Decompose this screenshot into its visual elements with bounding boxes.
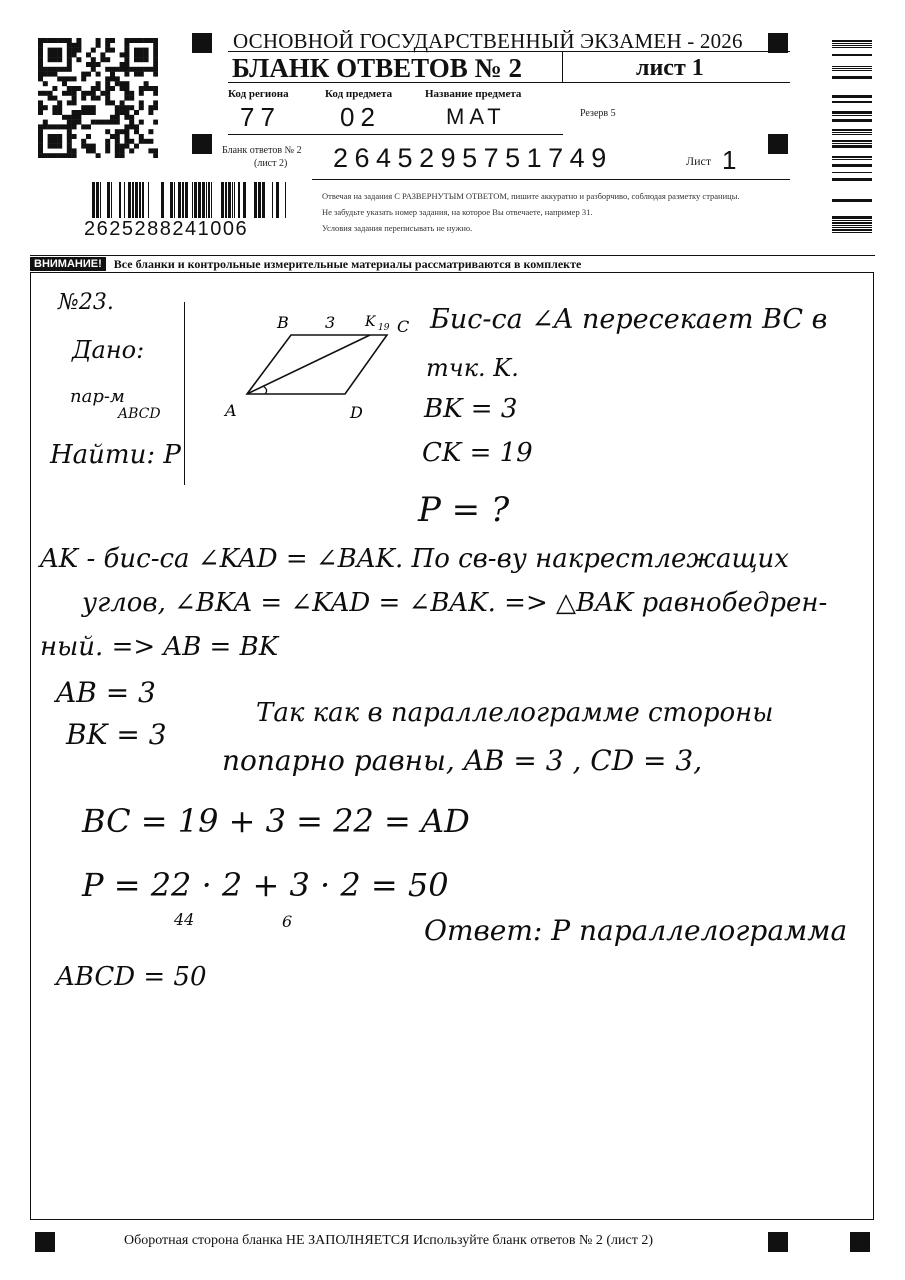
condition-bk: BK = 3 — [424, 394, 518, 424]
given-separator — [184, 302, 185, 485]
answer-line: Ответ: P параллелограмма — [424, 914, 848, 947]
condition-ck: CK = 19 — [422, 438, 533, 468]
sheet-value: 1 — [722, 145, 737, 175]
region-label: Код региона — [228, 88, 289, 100]
form-ref-label-line1: Бланк ответов № 2 — [222, 145, 302, 156]
perimeter-line: P = 22 · 2 + 3 · 2 = 50 — [82, 866, 449, 904]
subject-name-value: МАТ — [446, 104, 506, 129]
code-divider — [228, 134, 563, 135]
vertex-c-label: C — [397, 317, 410, 336]
given-value-line1: пар-м — [70, 386, 125, 407]
registration-marker-bottom-left — [35, 1232, 55, 1252]
barcode-number: 2625288241006 — [84, 218, 249, 240]
registration-marker-top-right — [768, 33, 788, 53]
vertex-a-label: A — [225, 401, 237, 420]
bc-line: BC = 19 + 3 = 22 = AD — [82, 802, 470, 840]
registration-marker-top-left — [192, 33, 212, 53]
segment-kc-label: 19 — [378, 323, 390, 333]
vertex-b-label: B — [277, 313, 289, 332]
qr-code — [38, 38, 158, 158]
attention-bar — [30, 255, 875, 272]
vertical-barcode — [832, 38, 872, 233]
horizontal-barcode — [92, 182, 288, 218]
parallelogram-shape — [247, 335, 387, 394]
ab-line: AB = 3 — [56, 676, 156, 709]
condition-line1: Бис-са ∠A пересекает BC в — [430, 304, 828, 335]
parallelogram-sketch — [205, 300, 420, 425]
parallel-line1: Так как в параллелограмме стороны — [256, 698, 774, 728]
reserve-label: Резерв 5 — [580, 108, 616, 119]
attention-text: Все бланки и контрольные измерительные материалы рассматриваются в комплекте — [113, 256, 582, 271]
registration-marker-mid-left — [192, 134, 212, 154]
region-value: 77 — [240, 102, 281, 132]
condition-line2: тчк. K. — [426, 354, 519, 382]
angle-arc-a — [263, 386, 267, 394]
sub-44: 44 — [174, 910, 195, 929]
question: P = ? — [418, 490, 510, 530]
solution-line1: AK - бис-са ∠KAD = ∠BAK. По св-ву накрестлежащих — [40, 544, 789, 574]
given-value-line2: ABCD — [118, 406, 161, 422]
bk-line: BK = 3 — [66, 718, 167, 751]
segment-bk-label: 3 — [325, 313, 336, 332]
sheet-title: лист 1 — [636, 55, 704, 81]
registration-marker-mid-right — [768, 134, 788, 154]
vertex-d-label: D — [350, 403, 363, 422]
sheet-label: Лист — [686, 154, 712, 168]
subject-code-value: 02 — [340, 102, 381, 132]
instructions-line-3: Условия задания переписывать не нужно. — [322, 223, 473, 233]
parallel-line2: попарно равны, AB = 3 , CD = 3, — [222, 744, 703, 777]
registration-marker-bottom-right — [850, 1232, 870, 1252]
sub-6: 6 — [282, 912, 293, 931]
solution-line2: углов, ∠BKA = ∠KAD = ∠BAK. => △BAK равнобедрен- — [82, 588, 828, 618]
instructions-line-2: Не забудьте указать номер задания, на которое Вы отвечаете, например 31. — [322, 207, 593, 217]
subject-name-label: Название предмета — [425, 88, 522, 100]
solution-line3: ный. => AB = BK — [40, 632, 279, 662]
form-ref-label-line2: (лист 2) — [254, 158, 288, 169]
form-number: 2645295751749 — [333, 143, 613, 173]
answer-value: ABCD = 50 — [56, 962, 207, 992]
task-number: №23. — [58, 290, 114, 315]
title-divider — [228, 51, 790, 52]
instructions-line-1: Отвечая на задания С РАЗВЕРНУТЫМ ОТВЕТОМ, пишите аккуратно и разборчиво, соблюдая разметку страницы. — [322, 191, 740, 201]
number-divider — [312, 179, 790, 180]
given-label: Дано: — [72, 336, 145, 364]
registration-marker-bottom-mid — [768, 1232, 788, 1252]
find-label: Найти: P — [50, 440, 181, 470]
footer-text: Оборотная сторона бланка НЕ ЗАПОЛНЯЕТСЯ Используйте бланк ответов № 2 (лист 2) — [124, 1233, 654, 1248]
subject-code-label: Код предмета — [325, 88, 393, 100]
title-vertical-divider — [562, 52, 563, 82]
exam-title: ОСНОВНОЙ ГОСУДАРСТВЕННЫЙ ЭКЗАМЕН - 2026 — [233, 29, 743, 53]
form-title: БЛАНК ОТВЕТОВ № 2 — [232, 53, 522, 83]
vertex-k-label: K — [365, 314, 376, 330]
attention-label: ВНИМАНИЕ! — [30, 257, 106, 271]
header-divider — [228, 82, 790, 83]
